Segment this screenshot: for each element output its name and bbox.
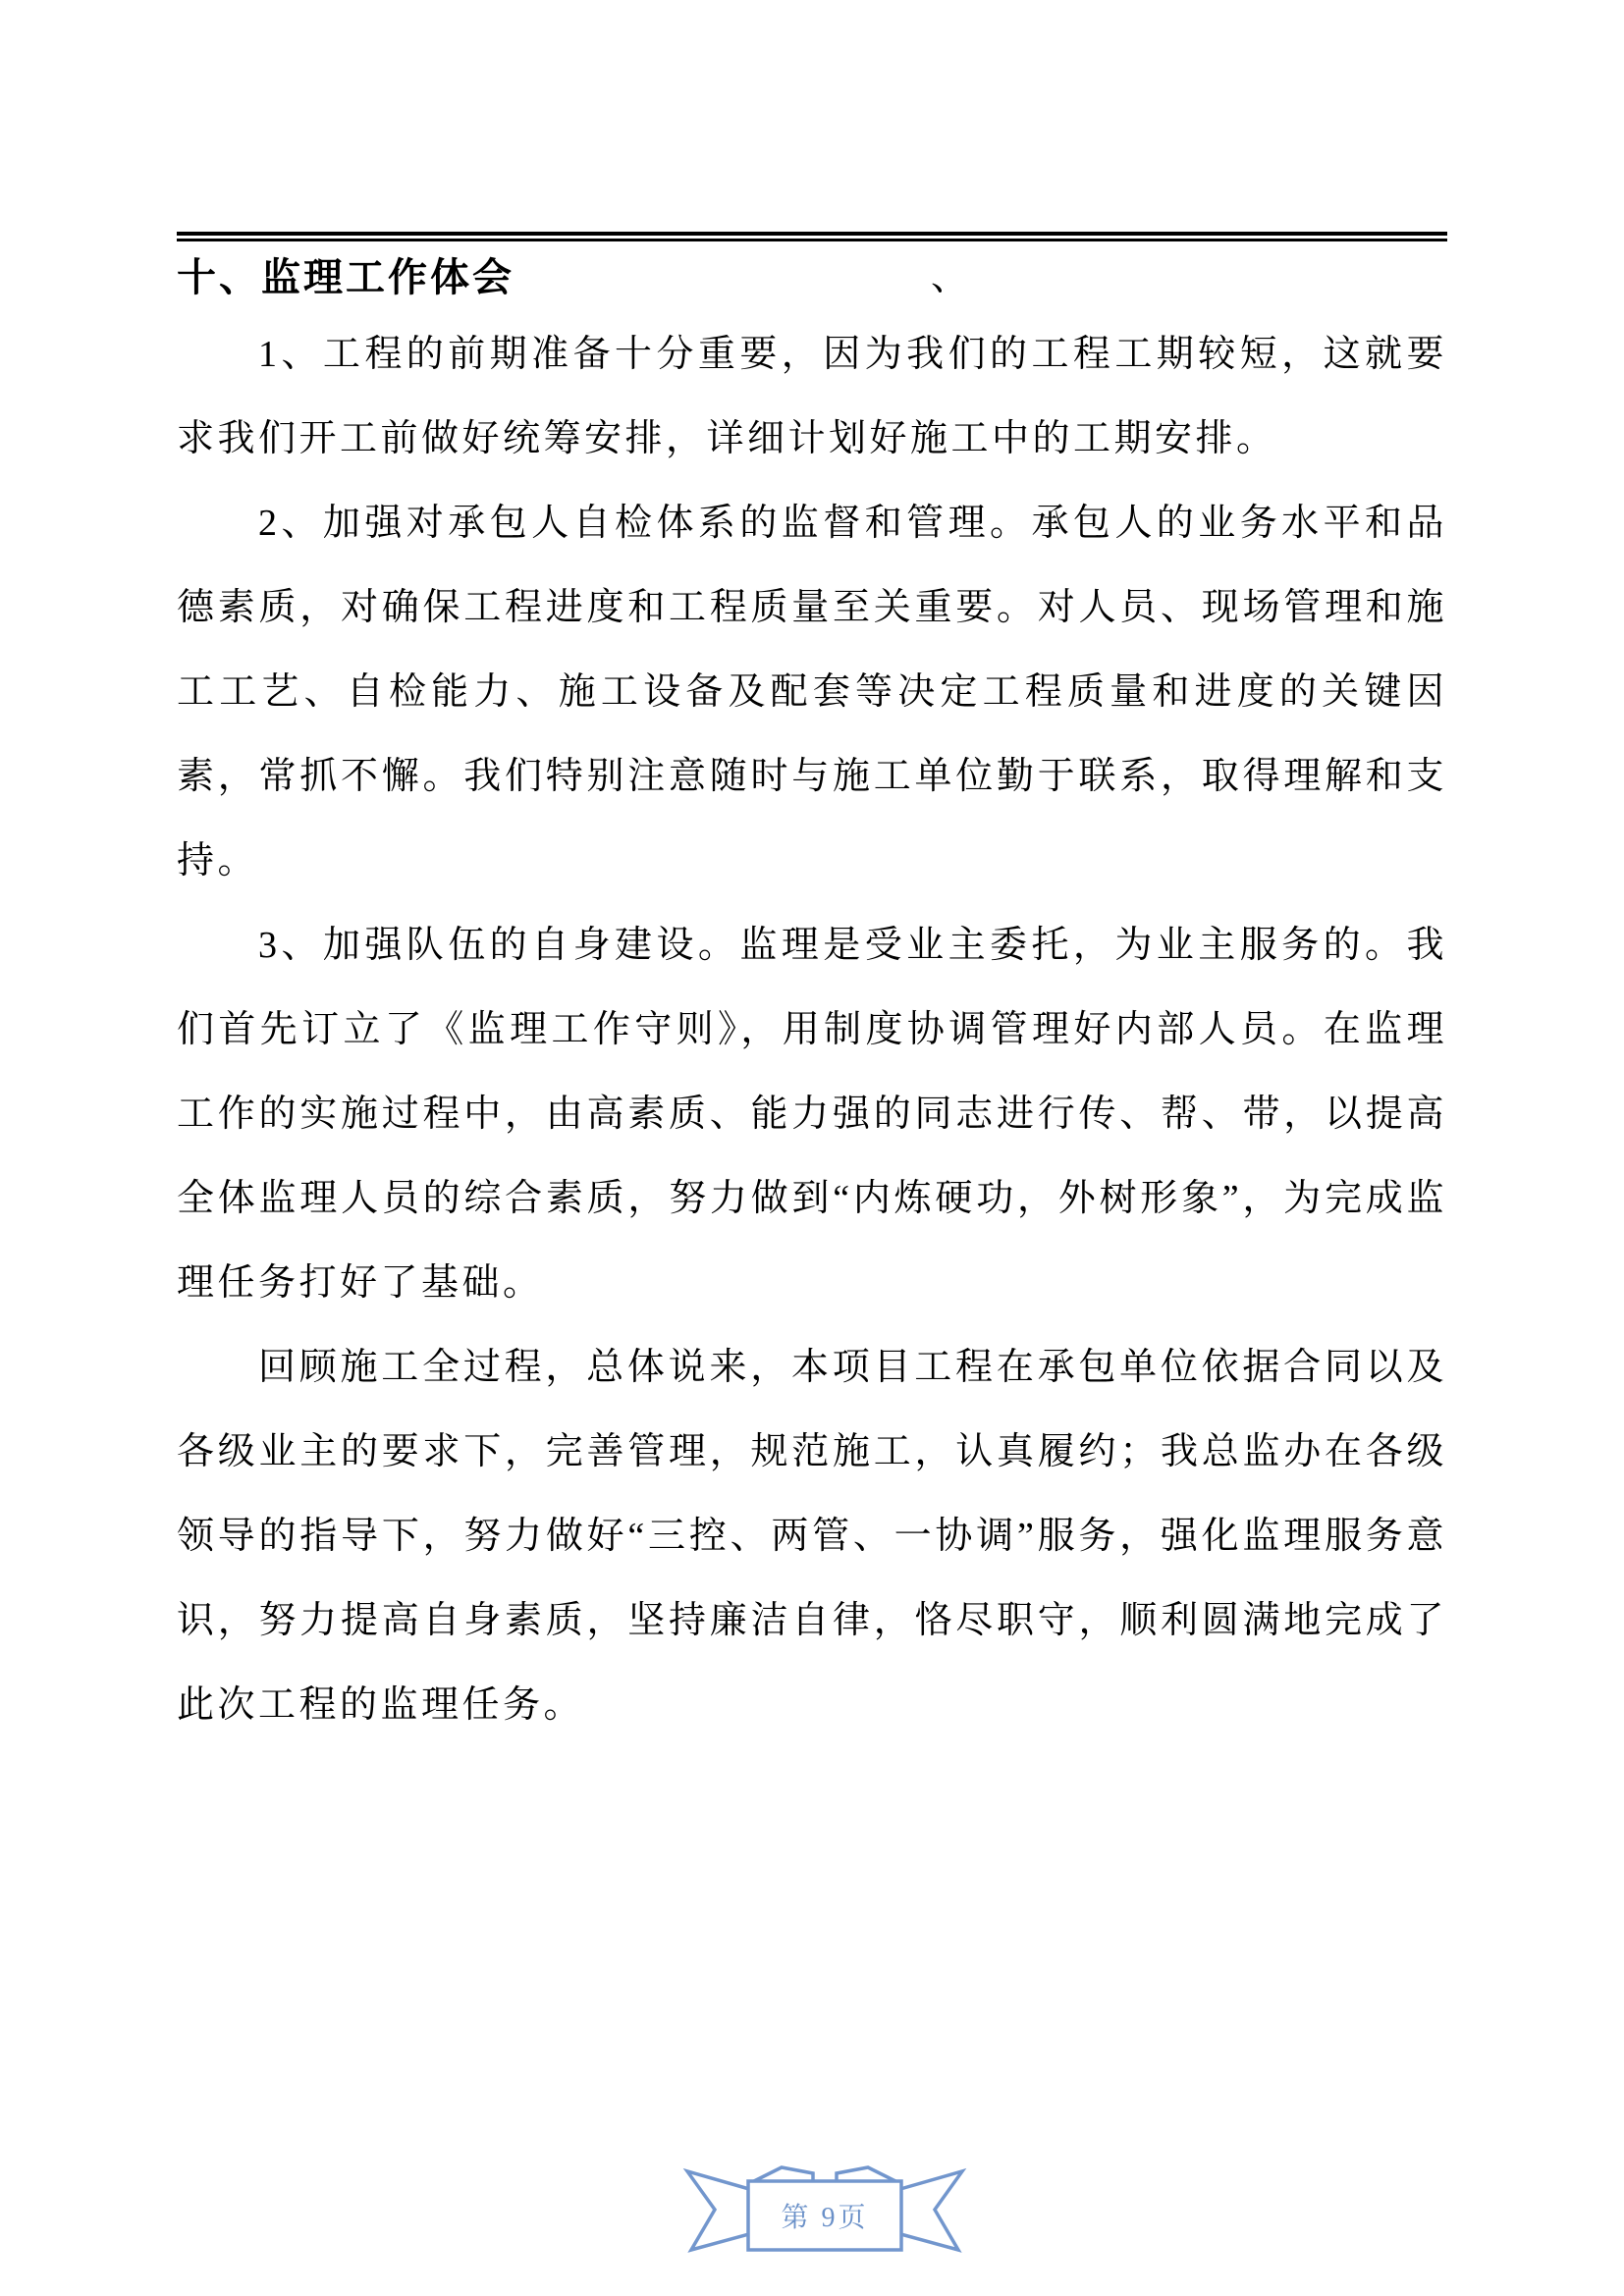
page-number-label: 第 9页 <box>781 2203 869 2233</box>
paragraph-1: 1、工程的前期准备十分重要，因为我们的工程工期较短，这就要求我们开工前做好统筹安排，详细计划好施工中的工期安排。 <box>177 334 1447 459</box>
section-heading: 十、监理工作体会 <box>177 255 514 299</box>
section-heading-line <box>177 253 1447 302</box>
page-footer-banner <box>677 2160 972 2262</box>
heading-stray-punctuation: 、 <box>931 257 969 298</box>
page-sheet <box>177 0 1447 2296</box>
header-divider-rule <box>177 232 1447 241</box>
paragraph-3: 3、加强队伍的自身建设。监理是受业主委托，为业主服务的。我们首先订立了《监理工作守则》，用制度协调管理好内部人员。在监理工作的实施过程中，由高素质、能力强的同志进行传、帮、带，以提高全体监理人员的综合素质，努力做到“内炼硬功，外树形象”，为完成监理任务打好了基础。 <box>177 925 1447 1304</box>
header-divider-line-top <box>177 232 1447 236</box>
document-body <box>177 312 1447 1747</box>
paragraph-4: 回顾施工全过程，总体说来，本项目工程在承包单位依据合同以及各级业主的要求下，完善管理，规范施工，认真履约；我总监办在各级领导的指导下，努力做好“三控、两管、一协调”服务，强化监理服务意识，努力提高自身素质，坚持廉洁自律，恪尽职守，顺利圆满地完成了此次工程的监理任务。 <box>177 1347 1447 1726</box>
paragraph-2: 2、加强对承包人自检体系的监督和管理。承包人的业务水平和品德素质，对确保工程进度和工程质量至关重要。对人员、现场管理和施工工艺、自检能力、施工设备及配套等决定工程质量和进度的关键因素，常抓不懈。我们特别注意随时与施工单位勤于联系，取得理解和支持。 <box>177 503 1447 881</box>
header-divider-line-bottom <box>177 239 1447 241</box>
